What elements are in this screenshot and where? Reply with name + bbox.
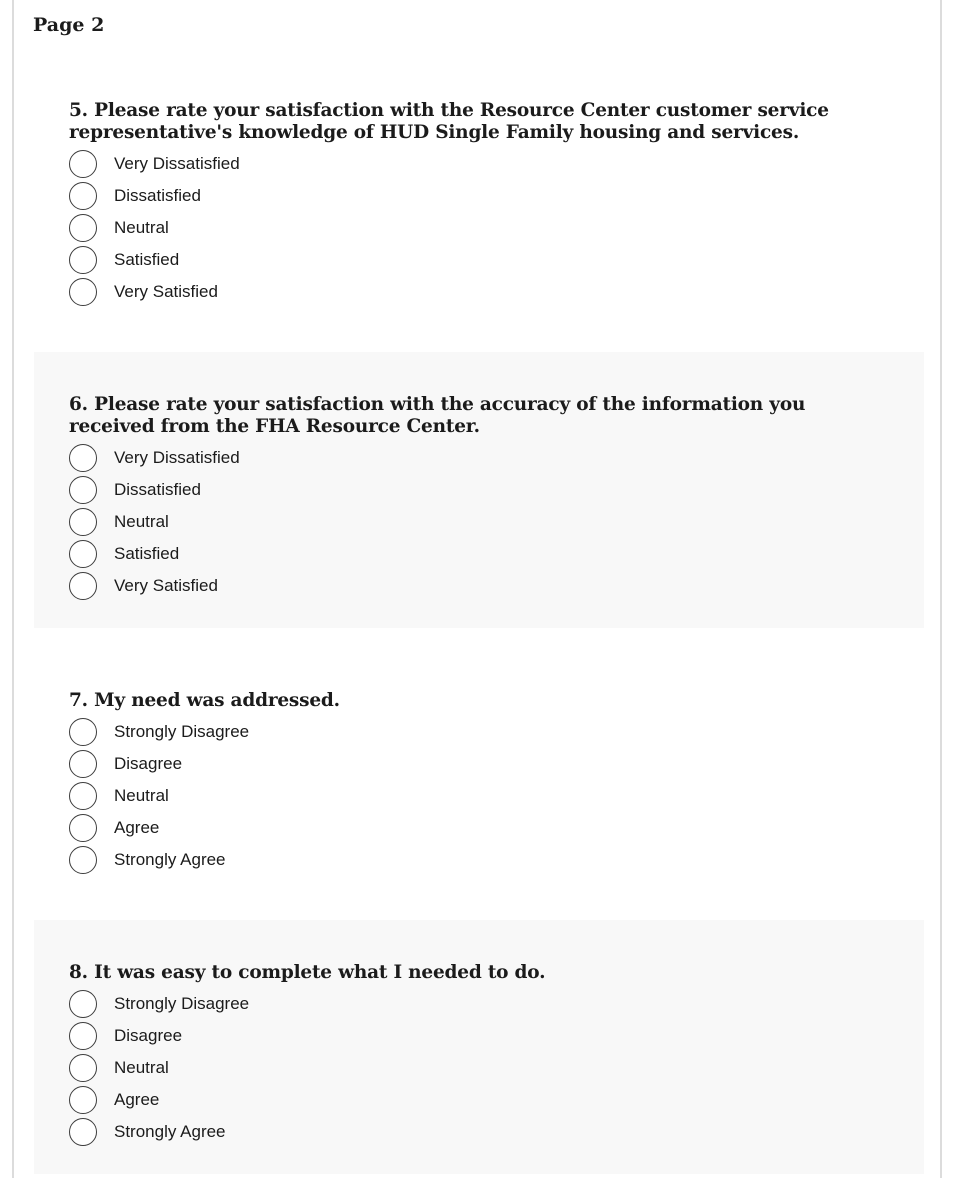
radio-button[interactable] xyxy=(69,508,97,536)
radio-button[interactable] xyxy=(69,182,97,210)
option-label: Satisfied xyxy=(114,544,180,563)
radio-button[interactable] xyxy=(69,572,97,600)
question-6-option-very-dissatisfied[interactable] xyxy=(69,444,894,476)
question-8-option-neutral[interactable] xyxy=(69,1054,894,1086)
option-label: Neutral xyxy=(114,512,169,531)
question-8-option-disagree[interactable] xyxy=(69,1022,894,1054)
radio-button[interactable] xyxy=(69,814,97,842)
radio-button[interactable] xyxy=(69,750,97,778)
option-label: Very Dissatisfied xyxy=(114,154,240,173)
radio-button[interactable] xyxy=(69,476,97,504)
radio-button[interactable] xyxy=(69,278,97,306)
page-title: Page 2 xyxy=(33,14,105,36)
radio-button[interactable] xyxy=(69,444,97,472)
option-label: Strongly Agree xyxy=(114,850,226,869)
radio-button[interactable] xyxy=(69,846,97,874)
option-label: Very Satisfied xyxy=(114,282,218,301)
question-8-option-strongly-disagree[interactable] xyxy=(69,990,894,1022)
option-label: Strongly Disagree xyxy=(114,722,250,741)
question-8-option-agree[interactable] xyxy=(69,1086,894,1118)
question-8-option-strongly-agree[interactable] xyxy=(69,1118,894,1150)
radio-button[interactable] xyxy=(69,1118,97,1146)
question-7 xyxy=(34,690,924,878)
radio-button[interactable] xyxy=(69,1022,97,1050)
question-5-title: 5. Please rate your satisfaction with the Resource Center customer service representative's knowledge of HUD Single Family housing and services. xyxy=(69,100,829,143)
option-label: Dissatisfied xyxy=(114,480,201,499)
radio-button[interactable] xyxy=(69,990,97,1018)
question-6-option-very-satisfied[interactable] xyxy=(69,572,894,604)
question-5-option-neutral[interactable] xyxy=(69,214,894,246)
question-8 xyxy=(34,920,924,1174)
option-label: Agree xyxy=(114,818,160,837)
question-5-option-very-satisfied[interactable] xyxy=(69,278,894,310)
question-7-option-strongly-disagree[interactable] xyxy=(69,718,894,750)
radio-button[interactable] xyxy=(69,540,97,568)
question-8-title: 8. It was easy to complete what I needed to do. xyxy=(69,962,546,983)
question-5-option-satisfied[interactable] xyxy=(69,246,894,278)
question-6-option-satisfied[interactable] xyxy=(69,540,894,572)
radio-button[interactable] xyxy=(69,782,97,810)
option-label: Neutral xyxy=(114,218,169,237)
option-label: Dissatisfied xyxy=(114,186,201,205)
option-label: Neutral xyxy=(114,1058,169,1077)
option-label: Satisfied xyxy=(114,250,180,269)
question-5-option-very-dissatisfied[interactable] xyxy=(69,150,894,182)
question-7-title: 7. My need was addressed. xyxy=(69,690,340,711)
option-label: Disagree xyxy=(114,1026,183,1045)
radio-button[interactable] xyxy=(69,1086,97,1114)
option-label: Very Satisfied xyxy=(114,576,218,595)
option-label: Strongly Disagree xyxy=(114,994,250,1013)
question-5-option-dissatisfied[interactable] xyxy=(69,182,894,214)
question-7-option-neutral[interactable] xyxy=(69,782,894,814)
option-label: Neutral xyxy=(114,786,169,805)
option-label: Very Dissatisfied xyxy=(114,448,240,467)
question-5 xyxy=(34,100,924,310)
radio-button[interactable] xyxy=(69,150,97,178)
radio-button[interactable] xyxy=(69,246,97,274)
option-label: Disagree xyxy=(114,754,183,773)
option-label: Agree xyxy=(114,1090,160,1109)
question-6-option-dissatisfied[interactable] xyxy=(69,476,894,508)
question-6 xyxy=(34,352,924,628)
question-7-option-agree[interactable] xyxy=(69,814,894,846)
question-7-option-strongly-agree[interactable] xyxy=(69,846,894,878)
radio-button[interactable] xyxy=(69,1054,97,1082)
option-label: Strongly Agree xyxy=(114,1122,226,1141)
question-7-option-disagree[interactable] xyxy=(69,750,894,782)
radio-button[interactable] xyxy=(69,718,97,746)
radio-button[interactable] xyxy=(69,214,97,242)
question-6-title: 6. Please rate your satisfaction with the accuracy of the information you received from the FHA Resource Center. xyxy=(69,394,806,437)
question-6-option-neutral[interactable] xyxy=(69,508,894,540)
